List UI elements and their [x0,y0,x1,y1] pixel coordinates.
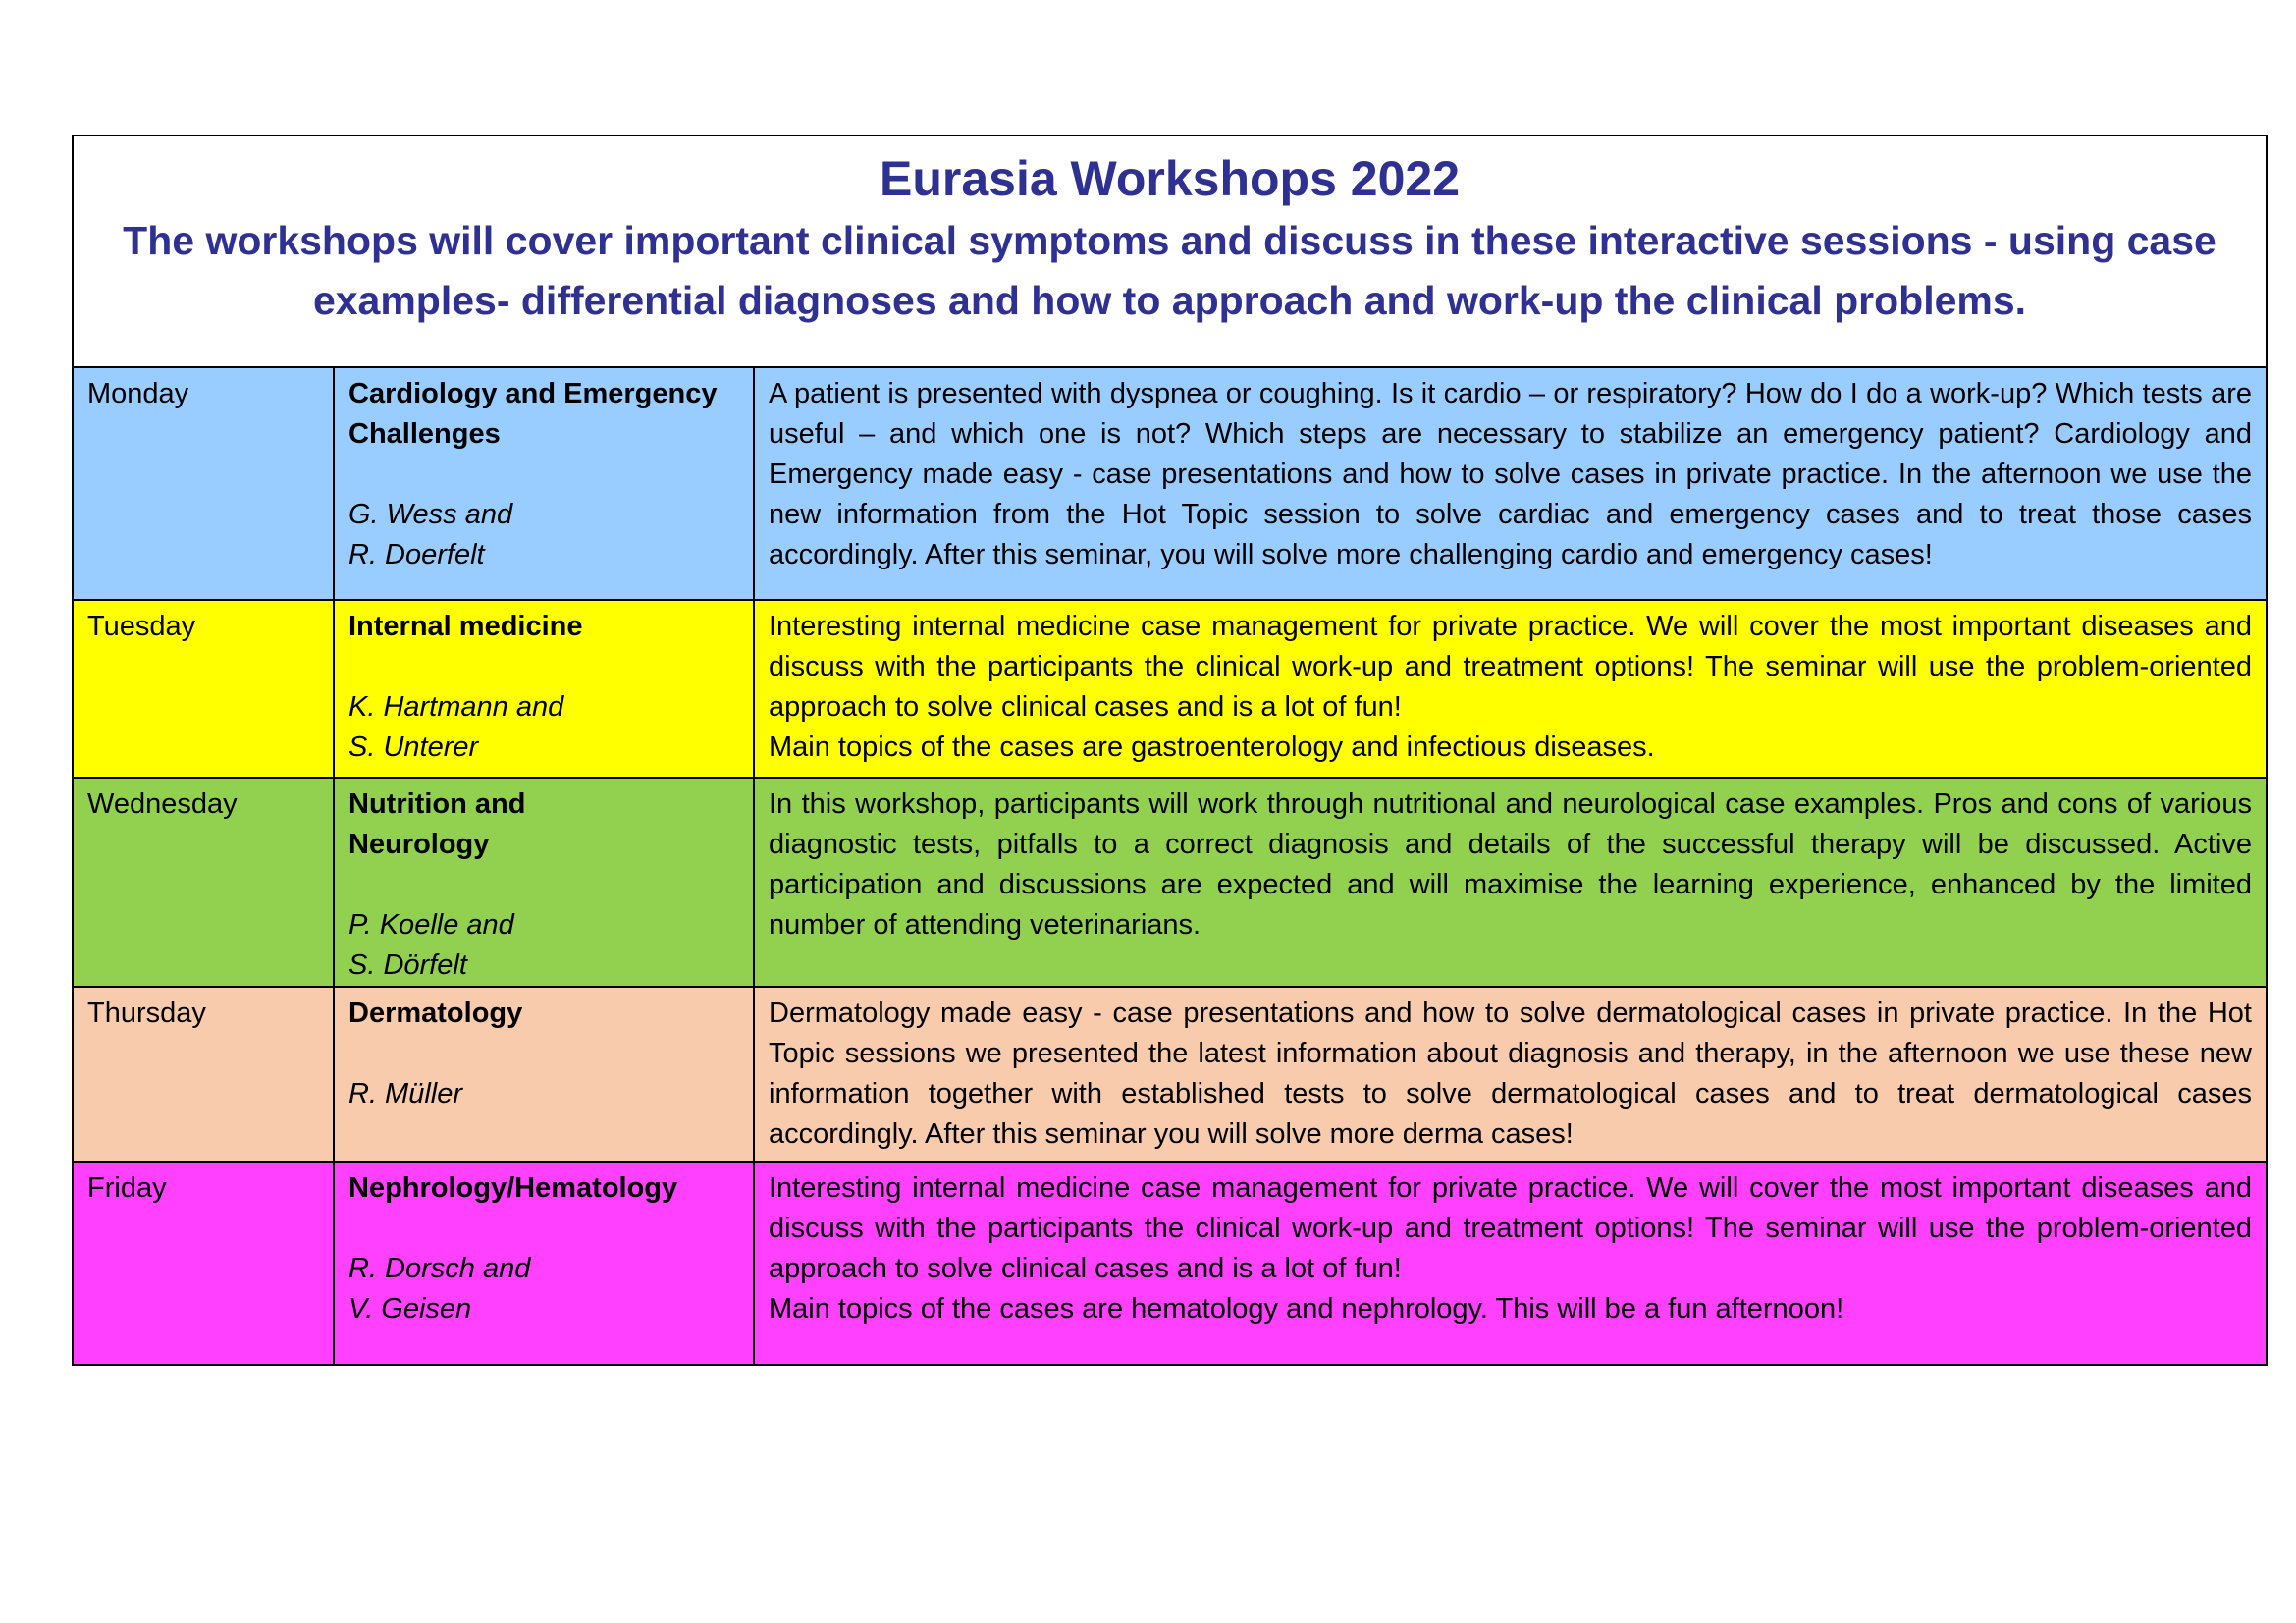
schedule-row [74,368,2266,600]
description-text: Main topics of the cases are hematology and nephrology. This will be a fun afternoon! [769,1293,1844,1325]
description-text: Main topics of the cases are gastroenterology and infectious diseases. [769,731,1655,763]
schedule-row [74,778,2266,987]
speaker-name: R. Dorsch and [348,1253,531,1284]
topic-title: Cardiology and Emergency [348,378,718,409]
description-cell [754,368,2266,600]
page-subtitle: The workshops will cover important clinical symptoms and discuss in these interactive sessions - using case examples- differential diagnoses and how to approach and work-up the clinical problems. [123,218,2216,323]
day-cell: Friday [74,1162,334,1364]
description-text: Dermatology made easy - case presentations and how to solve dermatological cases in private practice. In the Hot Topic sessions we presented the latest information about diagnosis and therapy, in the afternoon we use these new information together with established tests to solve dermatological cases and to treat dermatological cases accordingly. After this seminar you will solve more derma cases! [769,998,2252,1150]
day-cell: Thursday [74,987,334,1162]
topic-cell [334,987,754,1162]
topic-cell [334,1162,754,1364]
description-cell [754,600,2266,778]
schedule-row [74,1162,2266,1364]
topic-title: Challenges [348,418,501,450]
topic-cell [334,600,754,778]
speaker-name: R. Doerfelt [348,539,485,570]
description-text: A patient is presented with dyspnea or coughing. Is it cardio – or respiratory? How do I do a work-up? Which tests are useful – and which one is not? Which steps are necessary to stabilize an emergency patient? Cardiology and Emergency made easy - case presentations and how to solve cases in private practice. In the afternoon we use the new information from the Hot Topic session to solve cardiac and emergency cases and to treat those cases accordingly. After this seminar, you will solve more challenging cardio and emergency cases! [769,378,2252,570]
topic-cell [334,368,754,600]
day-cell: Monday [87,378,189,409]
schedule-header [74,136,2266,368]
day-cell: Wednesday [74,778,334,987]
page-title: Eurasia Workshops 2022 [879,151,1460,206]
day-cell: Tuesday [74,600,334,778]
description-cell [754,778,2266,987]
speaker-name: P. Koelle and [348,909,514,941]
speaker-name: V. Geisen [348,1293,472,1325]
topic-title: Nephrology/Hematology [348,1172,678,1204]
topic-title: Internal medicine [348,611,583,642]
schedule-table [74,368,2266,1364]
topic-title: Neurology [348,829,490,860]
speaker-name: S. Dörfelt [348,949,467,981]
topic-title: Dermatology [348,998,523,1029]
description-text: In this workshop, participants will work through nutritional and neurological case examples. Pros and cons of various diagnostic tests, pitfalls to a correct diagnosis and details of the successful therapy will be discussed. Active participation and discussions are expected and will maximise the learning experience, enhanced by the limited number of attending veterinarians. [769,788,2252,941]
speaker-name: R. Müller [348,1078,463,1109]
workshop-schedule [72,135,2268,1366]
speaker-name: G. Wess and [348,499,513,530]
speaker-name: K. Hartmann and [348,691,564,723]
description-cell [754,1162,2266,1364]
topic-cell [334,778,754,987]
schedule-row [74,600,2266,778]
description-cell [754,987,2266,1162]
topic-title: Nutrition and [348,788,526,820]
speaker-name: S. Unterer [348,731,479,763]
description-text: Interesting internal medicine case management for private practice. We will cover the most important diseases and discuss with the participants the clinical work-up and treatment options! The seminar will use the problem-oriented approach to solve clinical cases and is a lot of fun! [769,611,2252,723]
schedule-row [74,987,2266,1162]
description-text: Interesting internal medicine case management for private practice. We will cover the most important diseases and discuss with the participants the clinical work-up and treatment options! The seminar will use the problem-oriented approach to solve clinical cases and is a lot of fun! [769,1172,2252,1284]
